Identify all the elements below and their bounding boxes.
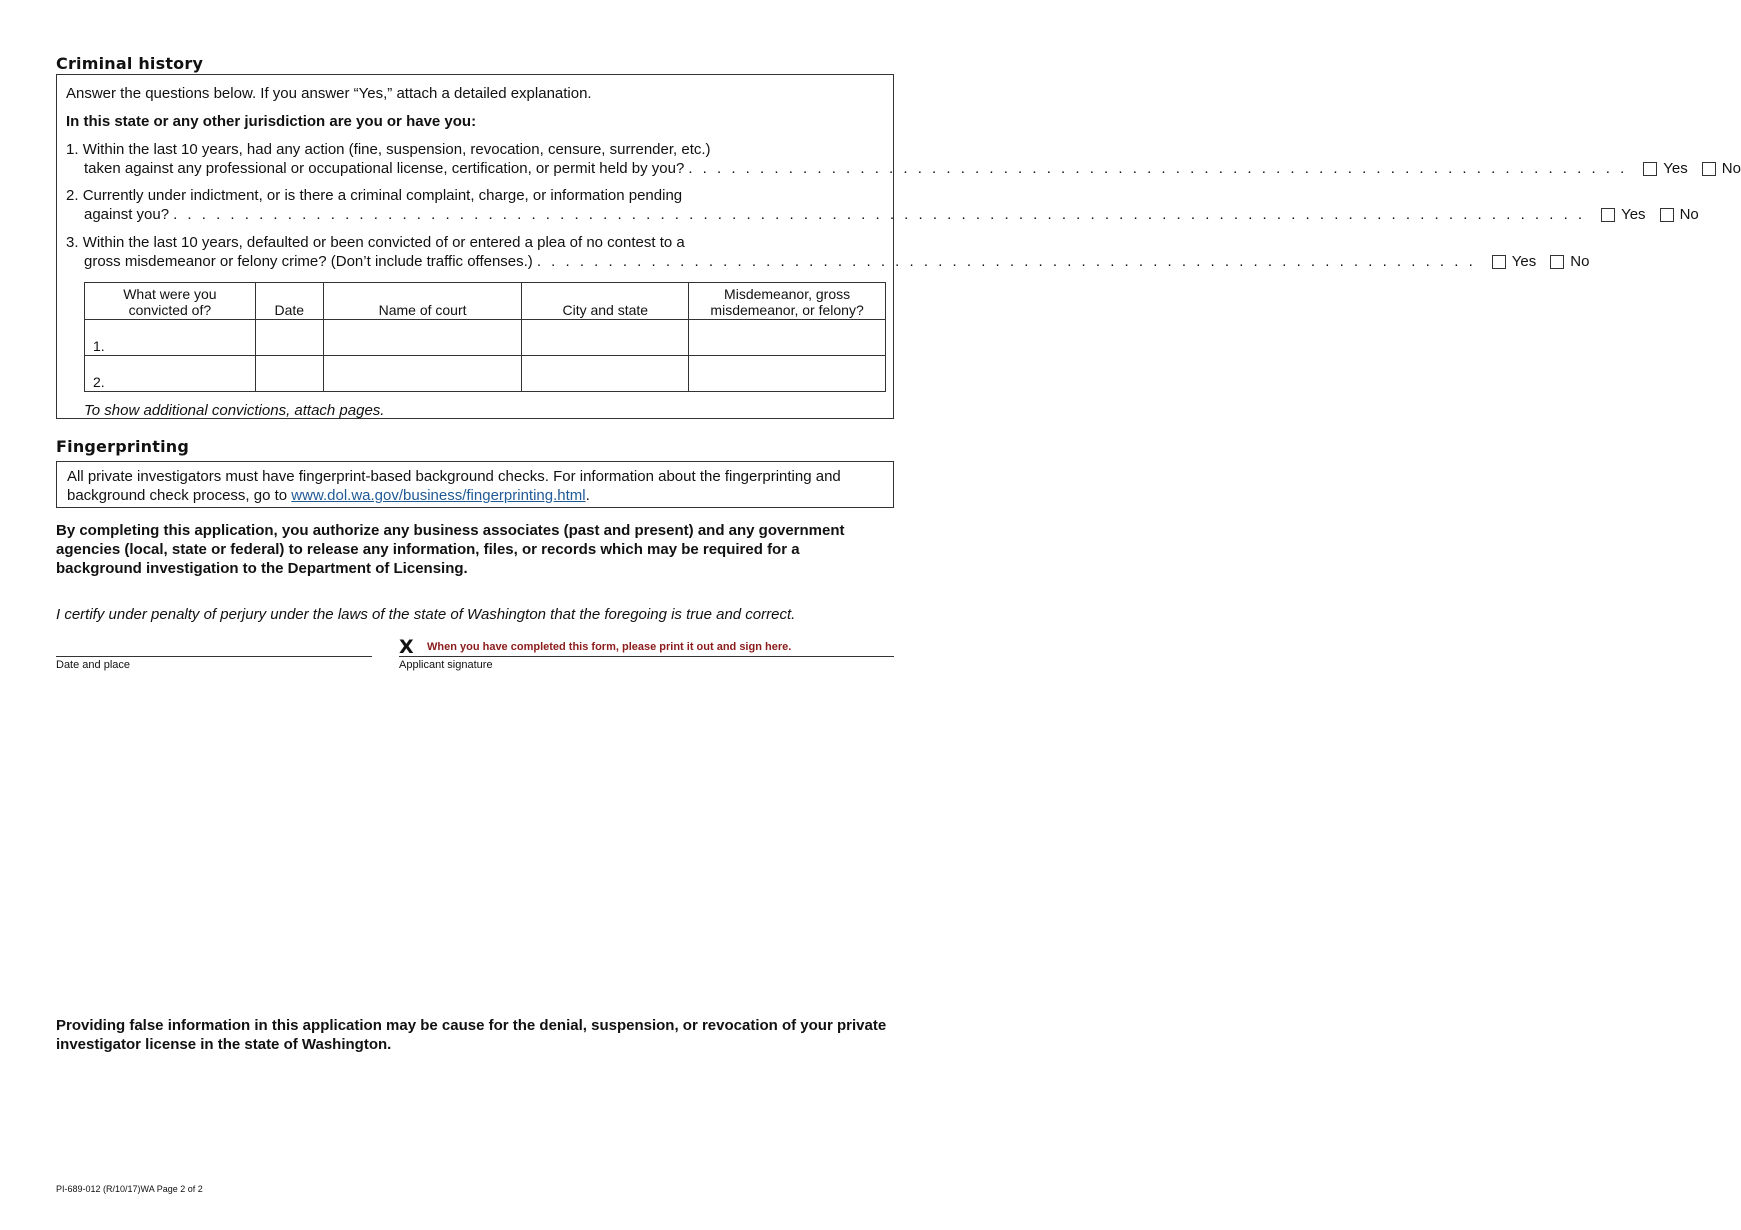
criminal-lead: In this state or any other jurisdiction are you or have you: bbox=[66, 113, 477, 130]
criminal-history-box bbox=[56, 74, 1741, 419]
leader-dots: . . . . . . . . . . . . . . . . . . . . . . . . . . . . . . . . . . . . . . . . . . . . . . . . . . . . . . . . . . . . . . . . . . bbox=[688, 160, 1628, 177]
table-row bbox=[85, 320, 886, 356]
q3-no-checkbox[interactable] bbox=[1550, 255, 1564, 269]
fingerprinting-text-line1: All private investigators must have fingerprint-based background checks. For information about the fingerprinting and bbox=[67, 468, 841, 485]
table-row bbox=[85, 356, 886, 392]
warning-line1: Providing false information in this application may be cause for the denial, suspension, or revocation of your private bbox=[56, 1017, 887, 1034]
yes-label: Yes bbox=[1621, 206, 1646, 223]
question-line2: against you? bbox=[84, 206, 170, 223]
question-2 bbox=[66, 186, 1699, 224]
header-date: Date bbox=[255, 283, 323, 320]
authorize-line2: agencies (local, state or federal) to release any information, files, or records which may be required for a bbox=[56, 541, 800, 558]
q2-no-option[interactable] bbox=[1660, 205, 1699, 224]
authorize-line3: background investigation to the Department of Licensing. bbox=[56, 560, 468, 577]
no-label: No bbox=[1570, 253, 1590, 270]
leader-dots: . . . . . . . . . . . . . . . . . . . . . . . . . . . . . . . . . . . . . . . . . . . . . . . . . . . . . . . . . . . . . . . . . . bbox=[536, 253, 1476, 270]
convictions-table bbox=[84, 282, 886, 392]
authorize-line1: By completing this application, you authorize any business associates (past and present) and any government bbox=[56, 522, 845, 539]
header-convicted-of: What were you convicted of? bbox=[85, 283, 256, 320]
q1-yes-option[interactable] bbox=[1643, 159, 1687, 178]
question-number: 2. bbox=[66, 187, 79, 204]
q2-no-checkbox[interactable] bbox=[1660, 208, 1674, 222]
question-line2: taken against any professional or occupational license, certification, or permit held by you? bbox=[84, 160, 685, 177]
q2-yes-option[interactable] bbox=[1601, 205, 1645, 224]
criminal-intro: Answer the questions below. If you answer “Yes,” attach a detailed explanation. bbox=[66, 85, 592, 102]
criminal-history-title: Criminal history bbox=[56, 54, 204, 73]
additional-convictions-note: To show additional convictions, attach pages. bbox=[84, 402, 385, 419]
yes-label: Yes bbox=[1663, 160, 1688, 177]
signature-instruction: When you have completed this form, please print it out and sign here. bbox=[427, 641, 792, 653]
date-cell[interactable] bbox=[255, 356, 323, 392]
offense-cell[interactable] bbox=[689, 356, 886, 392]
fingerprinting-box bbox=[56, 461, 894, 508]
date-place-label: Date and place bbox=[56, 659, 130, 671]
leader-dots: . . . . . . . . . . . . . . . . . . . . . . . . . . . . . . . . . . . . . . . . . . . . . . . . . . . . . . . . . . . . . . . . . . . . . . . . . . . . . . . . . . . . . . . . . . . . . . . . . . . bbox=[173, 206, 1586, 223]
fingerprinting-title: Fingerprinting bbox=[56, 437, 189, 456]
header-offense-type: Misdemeanor, gross misdemeanor, or felony? bbox=[689, 283, 886, 320]
fingerprinting-link[interactable]: www.dol.wa.gov/business/fingerprinting.html bbox=[291, 487, 586, 504]
q3-no-option[interactable] bbox=[1550, 252, 1589, 271]
row-number-cell[interactable]: 2. bbox=[85, 356, 256, 392]
date-cell[interactable] bbox=[255, 320, 323, 356]
question-number: 1. bbox=[66, 141, 79, 158]
row-number-cell[interactable]: 1. bbox=[85, 320, 256, 356]
form-footer: PI-689-012 (R/10/17)WA Page 2 of 2 bbox=[56, 1184, 203, 1194]
city-cell[interactable] bbox=[522, 356, 689, 392]
court-cell[interactable] bbox=[323, 320, 522, 356]
question-3 bbox=[66, 233, 1590, 271]
q1-no-option[interactable] bbox=[1702, 159, 1741, 178]
court-cell[interactable] bbox=[323, 356, 522, 392]
question-line2: gross misdemeanor or felony crime? (Don’t include traffic offenses.) bbox=[84, 253, 533, 270]
offense-cell[interactable] bbox=[689, 320, 886, 356]
question-1 bbox=[66, 140, 1741, 178]
signature-label: Applicant signature bbox=[399, 659, 493, 671]
header-city-state: City and state bbox=[522, 283, 689, 320]
q1-yes-checkbox[interactable] bbox=[1643, 162, 1657, 176]
q1-no-checkbox[interactable] bbox=[1702, 162, 1716, 176]
fingerprinting-text-line2: background check process, go to www.dol.wa.gov/business/fingerprinting.html. bbox=[67, 487, 590, 504]
q3-yes-option[interactable] bbox=[1492, 252, 1536, 271]
warning-line2: investigator license in the state of Washington. bbox=[56, 1036, 392, 1053]
date-place-line[interactable] bbox=[56, 656, 372, 657]
question-line1: Within the last 10 years, had any action (fine, suspension, revocation, censure, surrender, etc.) bbox=[82, 141, 711, 158]
yes-label: Yes bbox=[1511, 253, 1537, 270]
certify-statement: I certify under penalty of perjury under the laws of the state of Washington that the foregoing is true and correct. bbox=[56, 606, 796, 623]
no-label: No bbox=[1721, 160, 1741, 177]
q2-yes-checkbox[interactable] bbox=[1601, 208, 1615, 222]
q3-yes-checkbox[interactable] bbox=[1492, 255, 1506, 269]
question-line1: Within the last 10 years, defaulted or been convicted of or entered a plea of no contest to a bbox=[82, 234, 685, 251]
signature-line[interactable] bbox=[399, 656, 894, 657]
question-number: 3. bbox=[66, 234, 79, 251]
signature-x-mark: X bbox=[399, 636, 414, 658]
table-header-row bbox=[85, 283, 886, 320]
no-label: No bbox=[1679, 206, 1699, 223]
question-line1: Currently under indictment, or is there a criminal complaint, charge, or information pending bbox=[82, 187, 683, 204]
header-court: Name of court bbox=[323, 283, 522, 320]
city-cell[interactable] bbox=[522, 320, 689, 356]
